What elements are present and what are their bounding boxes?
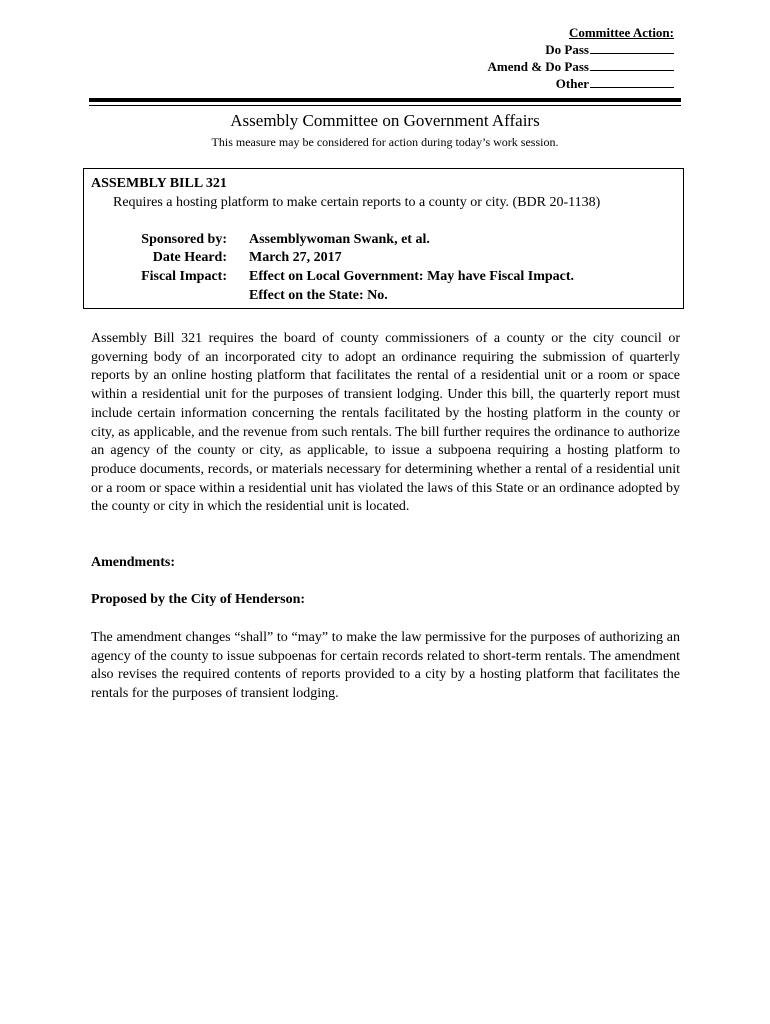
fiscal-impact-label: Fiscal Impact: — [141, 269, 227, 284]
session-note: This measure may be considered for action during today’s work session. — [211, 135, 559, 149]
fiscal-impact-local: Effect on Local Government: May have Fiscal Impact. — [249, 269, 575, 284]
bill-number: ASSEMBLY BILL 321 — [91, 176, 227, 191]
amend-do-pass-row — [488, 58, 674, 75]
do-pass-blank — [590, 41, 674, 54]
bill-summary: Requires a hosting platform to make certain reports to a county or city. (BDR 20-1138) — [113, 195, 601, 210]
header-divider-thin — [89, 105, 681, 106]
amendment-text: The amendment changes “shall” to “may” to make the law permissive for the purposes of authorizing an agency of the county to issue subpoenas for certain records related to short-term rentals. The amendment also revises the required contents of reports provided to a city by a hosting platform that facilitates the rentals for the purposes of transient lodging. — [91, 630, 680, 702]
amend-do-pass-blank — [590, 58, 674, 71]
other-row — [488, 75, 674, 92]
header-divider-thick — [89, 98, 681, 102]
bill-info-box — [83, 168, 684, 309]
other-label: Other — [555, 76, 589, 91]
do-pass-label: Do Pass — [545, 42, 589, 57]
date-heard-value: March 27, 2017 — [249, 250, 342, 265]
proposed-by-heading: Proposed by the City of Henderson: — [91, 592, 306, 607]
other-blank — [590, 75, 674, 88]
amendments-heading: Amendments: — [91, 555, 175, 570]
sponsored-by-label: Sponsored by: — [141, 232, 227, 247]
committee-action-title: Committee Action: — [568, 25, 674, 40]
do-pass-row — [488, 41, 674, 58]
sponsored-by-value: Assemblywoman Swank, et al. — [249, 232, 430, 247]
amend-do-pass-label: Amend & Do Pass — [487, 59, 589, 74]
fiscal-impact-state: Effect on the State: No. — [249, 288, 388, 303]
bill-description: Assembly Bill 321 requires the board of county commissioners of a county or the city council or governing body of an incorporated city to adopt an ordinance requiring the submission of quarterly reports by an online hosting platform that facilitates the rental of a residential unit or a room or space within a residential unit for the purposes of transient lodging. Under this bill, the quarterly report must include certain information concerning the rentals facilitated by the hosting platform in the county or city, as applicable, and the revenue from such rentals. The bill further requires the ordinance to authorize an agency of the county or city, as applicable, to issue a subpoena requiring a hosting platform to produce documents, records, or materials necessary for determining whether a rental of a residential unit or a room or space within a residential unit has violated the laws of this State or an ordinance adopted by the county or city in which the residential unit is located. — [91, 331, 680, 515]
date-heard-label: Date Heard: — [152, 250, 227, 265]
committee-action-block — [488, 24, 674, 92]
committee-title: Assembly Committee on Government Affairs — [230, 111, 540, 130]
